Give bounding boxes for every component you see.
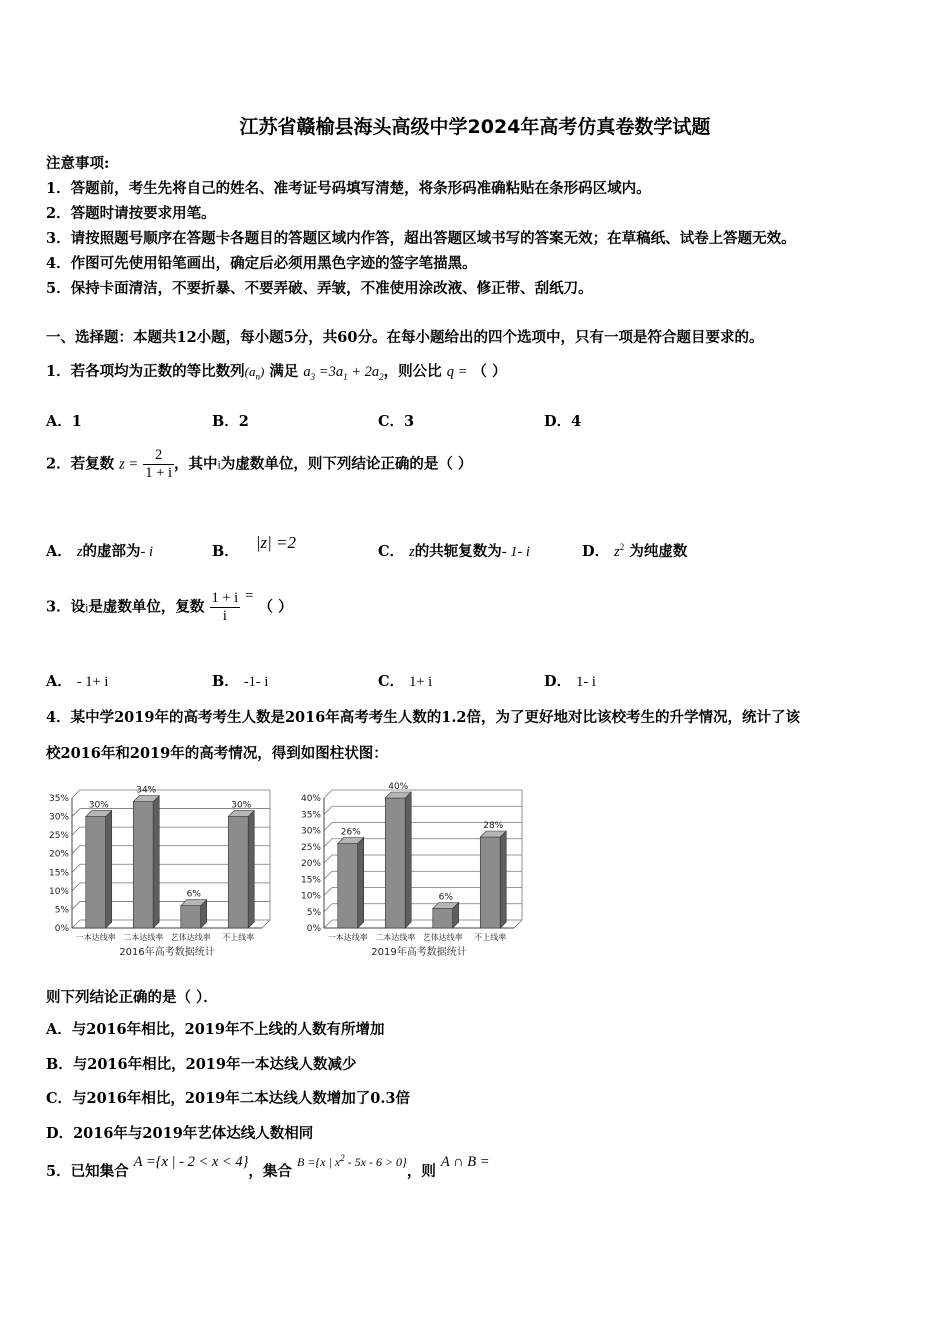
y-tick-label: 5% [54,905,69,916]
question-4-line1: 4．某中学2019年的高考考生人数是2016年高考考生人数的1.2倍，为了更好地对比该校考生的升学情况，统计了该 [46,709,801,726]
chart-2019 [296,772,526,968]
q2-i: i [217,457,221,472]
y-tick-label: 40% [300,794,321,804]
q2-option-a: A． z的虚部为- i [46,543,153,560]
grid-line-diagonal [324,839,332,847]
q3-option-d: D． 1- i [544,673,596,690]
grid-line-diagonal [72,920,80,928]
y-tick-label: 35% [300,810,321,821]
q1-option-d: D．4 [544,413,582,430]
grid-line-diagonal [324,871,332,879]
data-label: 6% [186,889,201,900]
data-label: 28% [483,821,504,831]
bar [181,906,201,928]
bar-side [248,811,254,928]
q1-stem: 1．若各项均为正数的等比数列 [46,363,245,380]
q1-option-b: B．2 [212,413,249,430]
data-label: 30% [231,800,252,811]
grid-line-diagonal [324,888,332,896]
y-tick-label: 15% [48,868,69,879]
q4-option-a: A．与2016年相比，2019年不上线的人数有所增加 [46,1021,385,1038]
grid-line-diagonal [324,855,332,863]
grid-line-diagonal [72,901,80,909]
floor-edge [262,920,270,928]
floor-edge [514,920,522,928]
q2-option-d: D． $z^2$ 为纯虚数 [582,542,688,560]
chart-title: 2016年高考数据统计 [119,947,215,958]
bar [228,817,248,928]
question-1 [46,360,506,382]
chart-2016 [44,772,274,968]
y-tick-label: 25% [48,831,69,842]
q1-option-c: C．3 [378,413,415,430]
grid-line-diagonal [72,827,80,835]
bar [480,837,500,928]
x-tick-label: 不上线率 [222,933,255,942]
notice-heading: 注意事项: [46,155,110,172]
q3-option-a: A． - 1+ i [46,673,109,690]
bar-side [500,831,506,928]
grid-line-diagonal [72,809,80,817]
q2-fraction: $\frac{2}{1 + i}$ [145,447,172,481]
notice-item: 4．作图可先使用铅笔画出，确定后必须用黑色字迹的签字笔描黑。 [46,255,477,272]
bar [86,817,106,928]
q5-ask: ，则 [406,1163,436,1180]
data-label: 40% [388,782,409,792]
grid-line-diagonal [72,846,80,854]
section-heading: 一、选择题：本题共12小题，每小题5分，共60分。在每小题给出的四个选项中，只有一项是符合题目要求的。 [46,329,764,346]
q2-option-c: C． z的共轭复数为- 1- i [378,543,530,560]
x-tick-label: 艺体达线率 [422,933,463,942]
q4-option-d: D．2016年与2019年艺体达线人数相同 [46,1125,314,1142]
q1-answer-blank: （ ） [472,363,507,380]
q2-option-b: B． |z| =2 [212,533,297,560]
q2-stem: 2．若复数 [46,455,115,473]
data-label: 34% [136,785,157,796]
y-tick-label: 35% [48,794,69,804]
q3-answer-blank: （ ） [258,598,293,616]
q1-sequence: $(a_n)$ [244,364,265,382]
x-tick-label: 艺体达线率 [170,933,211,942]
grid-line-diagonal [324,806,332,814]
x-tick-label: 不上线率 [474,933,507,942]
bar-side [358,838,364,929]
q5-set-b: B ={x | x2 - 5x - 6 > 0} [296,1153,407,1169]
q4-option-c: C．与2016年相比，2019年二本达线人数增加了0.3倍 [46,1090,410,1107]
q1-ask: ，则公比 [383,363,442,380]
question-2 [46,447,472,482]
q3-option-c: C． 1+ i [378,673,433,690]
grid-line-diagonal [72,790,80,798]
data-label: 6% [438,892,453,903]
q2-ask: 为虚数单位，则下列结论正确的是（ ） [220,455,473,473]
data-label: 26% [340,827,361,838]
y-tick-label: 30% [300,826,321,837]
q3-fraction: $\frac{1 + i}{i}$ [211,590,239,624]
bar-side [405,792,411,928]
y-tick-label: 20% [48,849,69,860]
q1-option-a: A．1 [46,413,82,430]
q1-ratio: q = [446,364,468,380]
y-tick-label: 15% [300,875,321,886]
q3-desc: 是虚数单位，复数 [88,598,205,616]
q5-set-a: A ={x | - 2 < x < 4} [133,1154,249,1170]
bar [433,909,453,929]
data-label: 30% [88,800,109,811]
q4-conclusion: 则下列结论正确的是（ ）． [46,989,218,1006]
bar [133,802,153,928]
y-tick-label: 20% [300,859,321,869]
chart-title: 2019年高考数据统计 [371,947,467,958]
q5-intersection: A ∩ B = [440,1154,490,1170]
y-tick-label: 30% [48,812,69,823]
bar [385,798,405,928]
grid-line-diagonal [324,904,332,912]
grid-line-diagonal [324,823,332,831]
bar-side [153,796,159,928]
q2-z: z = [119,456,139,473]
q3-option-b: B． -1- i [212,673,269,690]
q3-stem: 3．设 [46,598,86,616]
x-tick-label: 一本达线率 [327,933,368,942]
grid-line-diagonal [72,883,80,891]
bar [338,844,358,929]
page-title: 江苏省赣榆县海头高级中学2024年高考仿真卷数学试题 [239,116,711,138]
y-tick-label: 5% [306,907,321,918]
grid-line-diagonal [324,920,332,928]
notice-item: 5．保持卡面清洁，不要折暴、不要弄破、弄皱，不准使用涂改液、修正带、刮纸刀。 [46,280,593,297]
y-tick-label: 0% [306,924,321,934]
grid-line-diagonal [324,790,332,798]
x-tick-label: 二本达线率 [123,933,164,942]
q5-set-b-label: ，集合 [248,1163,292,1180]
grid-line-diagonal [72,864,80,872]
q1-condition-label: 满足 [269,363,299,380]
x-tick-label: 二本达线率 [375,933,416,942]
notice-item: 3．请按照题号顺序在答题卡各题目的答题区域内作答，超出答题区域书写的答案无效；在草稿纸、试卷上答题无效。 [46,230,796,247]
y-tick-label: 10% [48,886,69,897]
notice-item: 2．答题时请按要求用笔。 [46,205,216,222]
q1-equation: $a_3 =3a_1 + 2a_2$ [303,364,384,382]
question-3 [46,587,293,625]
q3-equals: = [245,587,254,604]
q3-i: i [85,600,89,615]
y-tick-label: 0% [54,924,69,934]
x-tick-label: 一本达线率 [75,933,116,942]
question-4-line2: 校2016年和2019年的高考情况，得到如图柱状图： [46,745,388,762]
question-5 [46,1153,490,1181]
q4-option-b: B．与2016年相比，2019年一本达线人数减少 [46,1056,357,1073]
y-tick-label: 10% [300,891,321,902]
y-tick-label: 25% [300,842,321,853]
q2-where: ，其中 [174,455,218,473]
notice-item: 1．答题前，考生先将自己的姓名、准考证号码填写清楚，将条形码准确粘贴在条形码区域内。 [46,180,651,197]
bar-side [106,811,112,928]
q5-stem: 5．已知集合 [46,1163,129,1180]
